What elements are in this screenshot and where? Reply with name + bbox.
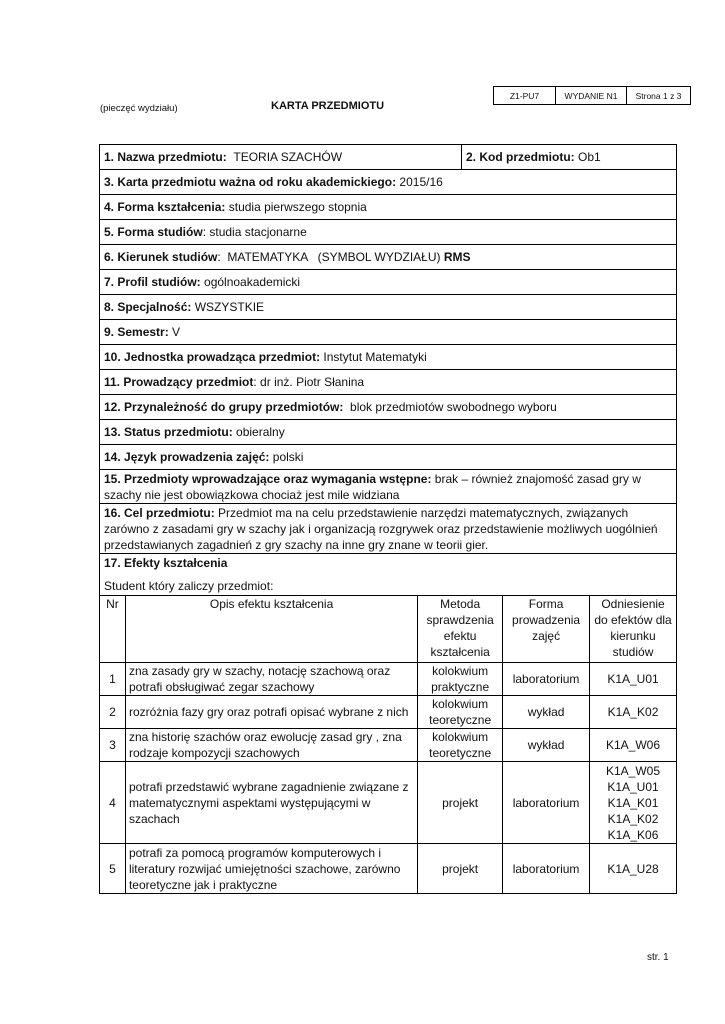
value: Przedmiot ma na celu przedstawienie narzędzi matematycznych, związanych zarówno z zasadami gry w szachy jak i organizacją rozgrywek oraz przedstawienie możliwych uogólnień przedstawianych zagadnień z gry szachy na inne gry znane w teorii gier. bbox=[104, 506, 658, 552]
row-course-name bbox=[100, 145, 676, 170]
value: polski bbox=[272, 450, 304, 464]
row-description: zna zasady gry w szachy, notację szachową oraz potrafi obsługiwać zegar szachowy bbox=[125, 663, 417, 696]
table-row bbox=[100, 729, 677, 762]
value: blok przedmiotów swobodnego wyboru bbox=[350, 400, 557, 414]
label: 13. Status przedmiotu: bbox=[104, 425, 233, 439]
label: 9. Semestr: bbox=[104, 325, 169, 339]
outcomes-intro: Student który zaliczy przedmiot: bbox=[104, 579, 274, 593]
row-form: laboratorium bbox=[503, 844, 590, 894]
row-reference: K1A_U28 bbox=[590, 844, 677, 894]
row-description: potrafi za pomocą programów komputerowych i literatury rozwijać umiejętności szachowe, zarówno teoretyczne jak i praktyczne bbox=[125, 844, 417, 894]
label: 1. Nazwa przedmiotu: bbox=[104, 150, 227, 164]
row-course-goal bbox=[100, 504, 676, 554]
row-valid-from bbox=[100, 170, 676, 195]
table-row bbox=[100, 762, 677, 844]
table-row bbox=[100, 663, 677, 696]
value: WSZYSTKIE bbox=[194, 300, 265, 314]
value: 2015/16 bbox=[399, 175, 443, 189]
faculty-stamp-label: (pieczęć wydziału) bbox=[100, 103, 178, 114]
label: 8. Specjalność: bbox=[104, 300, 192, 314]
table-row bbox=[100, 696, 677, 729]
label: 11. Prowadzący przedmiot bbox=[104, 375, 254, 389]
value: : MATEMATYKA (SYMBOL WYDZIAŁU) bbox=[217, 250, 441, 264]
row-education-form bbox=[100, 195, 676, 220]
label: 16. Cel przedmiotu: bbox=[104, 506, 215, 520]
row-unit bbox=[100, 345, 676, 370]
col-description: Opis efektu kształcenia bbox=[125, 596, 417, 663]
label: 10. Jednostka prowadząca przedmiot: bbox=[104, 350, 321, 364]
row-learning-outcomes bbox=[100, 554, 676, 596]
course-code-value: Ob1 bbox=[578, 150, 601, 164]
label: 15. Przedmioty wprowadzające oraz wymagania wstępne: bbox=[104, 472, 432, 486]
row-method: projekt bbox=[418, 844, 503, 894]
row-nr: 2 bbox=[100, 696, 126, 729]
col-method: Metoda sprawdzenia efektu kształcenia bbox=[418, 596, 503, 663]
row-specialty bbox=[100, 295, 676, 320]
row-semester bbox=[100, 320, 676, 345]
row-method: kolokwium teoretyczne bbox=[418, 696, 503, 729]
row-nr: 4 bbox=[100, 762, 126, 844]
row-description: potrafi przedstawić wybrane zagadnienie związane z matematycznymi aspektami występującymi w szachach bbox=[125, 762, 417, 844]
label: 5. Forma studiów bbox=[104, 225, 203, 239]
value: : studia stacjonarne bbox=[202, 225, 307, 239]
col-form: Forma prowadzenia zajęć bbox=[503, 596, 590, 663]
row-study-profile bbox=[100, 270, 676, 295]
value: studia pierwszego stopnia bbox=[228, 200, 367, 214]
value: ogólnoakademicki bbox=[204, 275, 301, 289]
row-reference: K1A_K02 bbox=[590, 696, 677, 729]
row-form: wykład bbox=[503, 696, 590, 729]
row-method: kolokwium teoretyczne bbox=[418, 729, 503, 762]
course-name-value: TEORIA SZACHÓW bbox=[233, 150, 343, 164]
row-form: laboratorium bbox=[503, 663, 590, 696]
label: 3. Karta przedmiotu ważna od roku akademickiego: bbox=[104, 175, 397, 189]
document-code-box bbox=[493, 86, 691, 105]
table-row bbox=[100, 844, 677, 894]
page-number: str. 1 bbox=[647, 952, 669, 963]
row-nr: 5 bbox=[100, 844, 126, 894]
row-status bbox=[100, 420, 676, 445]
label: 6. Kierunek studiów bbox=[104, 250, 218, 264]
row-field-of-study bbox=[100, 245, 676, 270]
row-reference: K1A_U01 bbox=[590, 663, 677, 696]
row-lecturer bbox=[100, 370, 676, 395]
row-reference: K1A_W06 bbox=[590, 729, 677, 762]
row-study-form bbox=[100, 220, 676, 245]
label: 12. Przynależność do grupy przedmiotów: bbox=[104, 400, 344, 414]
course-card-form bbox=[99, 144, 677, 596]
row-form: wykład bbox=[503, 729, 590, 762]
label: 7. Profil studiów: bbox=[104, 275, 201, 289]
value: brak – również znajomość zasad gry w szachy nie jest obowiązkowa chociaż jest mile widziana bbox=[104, 472, 641, 502]
faculty-symbol: RMS bbox=[443, 250, 471, 264]
row-form: laboratorium bbox=[503, 762, 590, 844]
label: 4. Forma kształcenia: bbox=[104, 200, 226, 214]
row-course-group bbox=[100, 395, 676, 420]
edition: WYDANIE N1 bbox=[556, 87, 627, 104]
value: V bbox=[172, 325, 181, 339]
row-language bbox=[100, 445, 676, 470]
table-header-row bbox=[100, 596, 677, 663]
label: 2. Kod przedmiotu: bbox=[466, 150, 575, 164]
row-nr: 1 bbox=[100, 663, 126, 696]
page-title: KARTA PRZEDMIOTU bbox=[271, 100, 385, 112]
row-nr: 3 bbox=[100, 729, 126, 762]
page-indicator: Strona 1 z 3 bbox=[635, 90, 682, 101]
col-reference: Odniesienie do efektów dla kierunku studiów bbox=[590, 596, 677, 663]
row-description: rozróżnia fazy gry oraz potrafi opisać wybrane z nich bbox=[125, 696, 417, 729]
section-title: 17. Efekty kształcenia bbox=[104, 556, 228, 570]
value: obieralny bbox=[236, 425, 285, 439]
value: Instytut Matematyki bbox=[323, 350, 427, 364]
row-method: kolokwium praktyczne bbox=[418, 663, 503, 696]
row-prerequisites bbox=[100, 470, 676, 504]
doc-code: Z1-PU7 bbox=[494, 87, 556, 104]
value: : dr inż. Piotr Słanina bbox=[253, 375, 365, 389]
row-reference: K1A_W05 K1A_U01 K1A_K01 K1A_K02 K1A_K06 bbox=[590, 762, 677, 844]
row-description: zna historię szachów oraz ewolucję zasad gry , zna rodzaje kompozycji szachowych bbox=[125, 729, 417, 762]
label: 14. Język prowadzenia zajęć: bbox=[104, 450, 270, 464]
row-method: projekt bbox=[418, 762, 503, 844]
col-nr: Nr bbox=[100, 596, 126, 663]
learning-outcomes-table bbox=[99, 595, 677, 894]
